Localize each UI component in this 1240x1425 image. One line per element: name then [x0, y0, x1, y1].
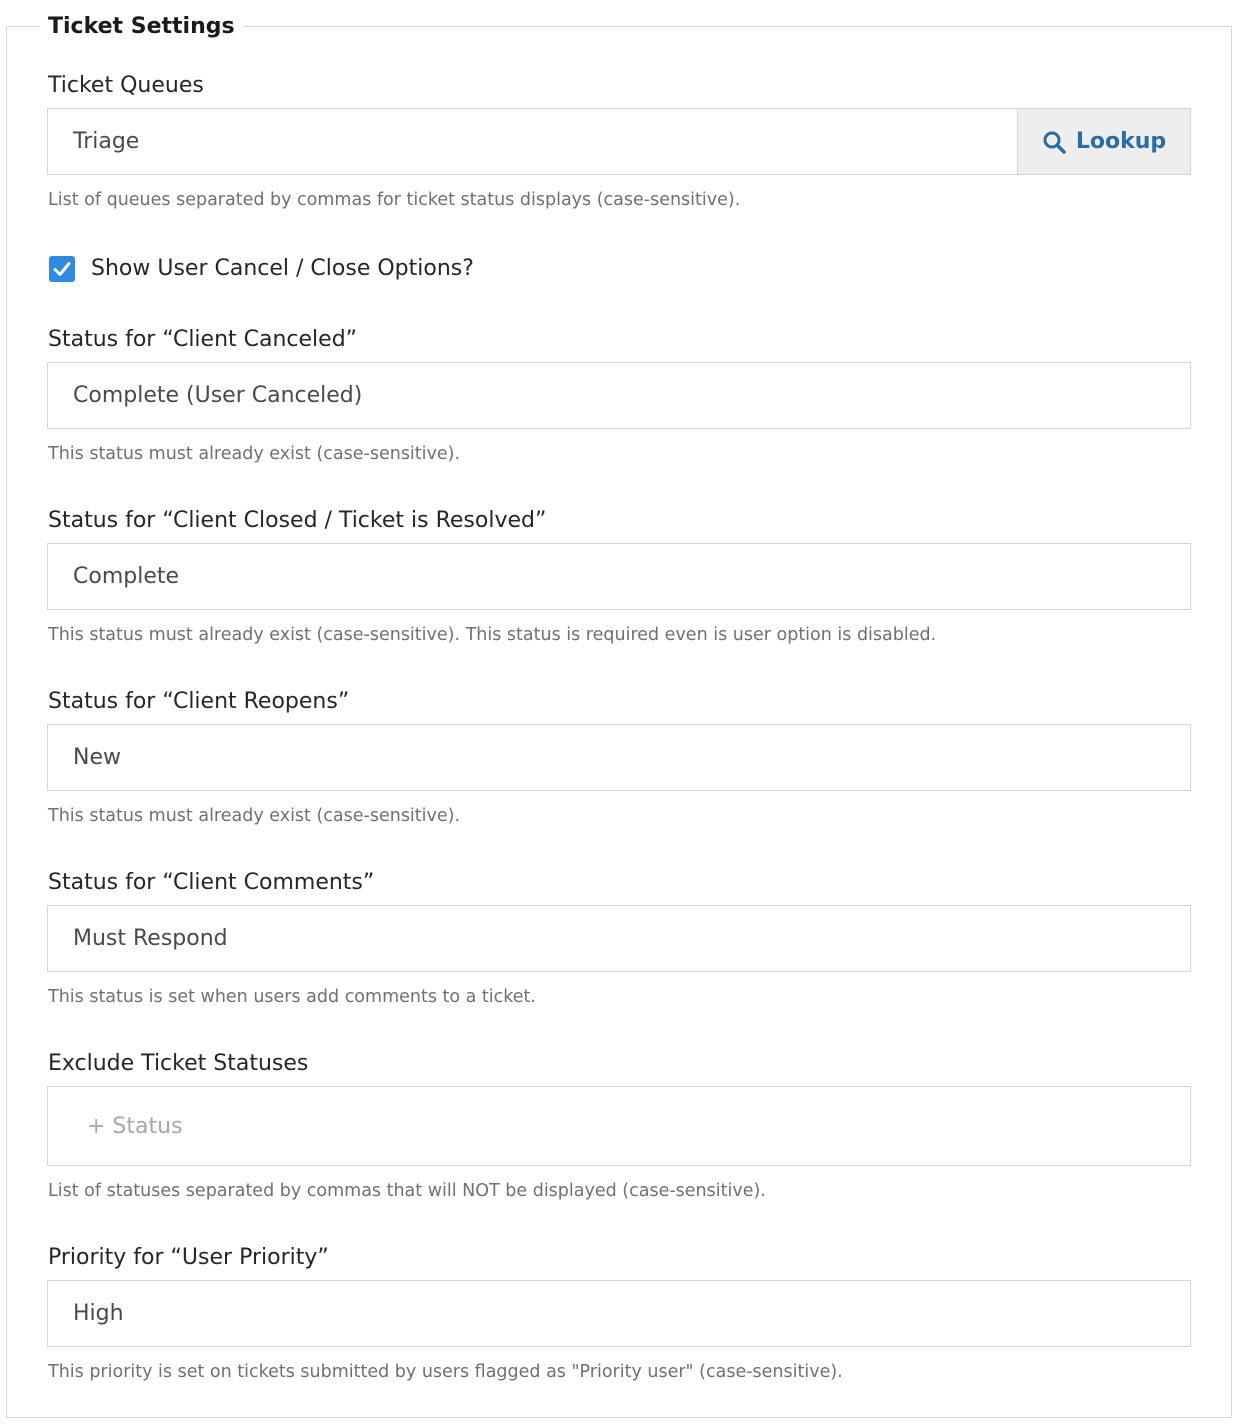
exclude-statuses-tag-input[interactable] — [47, 1086, 1191, 1166]
ticket-queues-input[interactable] — [47, 108, 1019, 175]
search-icon — [1042, 130, 1066, 154]
client-closed-help: This status must already exist (case-sensitive). This status is required even is user option is disabled. — [48, 625, 937, 645]
user-priority-input[interactable] — [47, 1280, 1191, 1347]
ticket-settings-fieldset — [6, 26, 1232, 1418]
client-closed-label: Status for “Client Closed / Ticket is Resolved” — [48, 508, 547, 533]
user-priority-help: This priority is set on tickets submitted by users flagged as "Priority user" (case-sensitive). — [48, 1362, 843, 1382]
client-comments-input[interactable] — [47, 905, 1191, 972]
client-comments-label: Status for “Client Comments” — [48, 870, 375, 895]
show-user-options-label[interactable]: Show User Cancel / Close Options? — [91, 256, 474, 281]
client-closed-input[interactable] — [47, 543, 1191, 610]
show-user-options-checkbox[interactable] — [49, 256, 75, 282]
client-reopens-label: Status for “Client Reopens” — [48, 689, 350, 714]
checkmark-icon — [52, 259, 72, 279]
section-title: Ticket Settings — [40, 10, 243, 44]
ticket-queues-help: List of queues separated by commas for ticket status displays (case-sensitive). — [48, 190, 741, 210]
client-canceled-help: This status must already exist (case-sensitive). — [48, 444, 461, 464]
add-status-button[interactable]: + Status — [87, 1114, 183, 1139]
client-comments-help: This status is set when users add comments to a ticket. — [48, 987, 536, 1007]
client-canceled-label: Status for “Client Canceled” — [48, 327, 358, 352]
client-reopens-help: This status must already exist (case-sensitive). — [48, 806, 461, 826]
ticket-queues-label: Ticket Queues — [48, 73, 204, 98]
client-canceled-input[interactable] — [47, 362, 1191, 429]
client-reopens-input[interactable] — [47, 724, 1191, 791]
lookup-button[interactable] — [1017, 108, 1191, 175]
exclude-statuses-label: Exclude Ticket Statuses — [48, 1051, 309, 1076]
user-priority-label: Priority for “User Priority” — [48, 1245, 329, 1270]
lookup-button-label: Lookup — [1075, 129, 1167, 154]
exclude-statuses-help: List of statuses separated by commas that will NOT be displayed (case-sensitive). — [48, 1181, 766, 1201]
